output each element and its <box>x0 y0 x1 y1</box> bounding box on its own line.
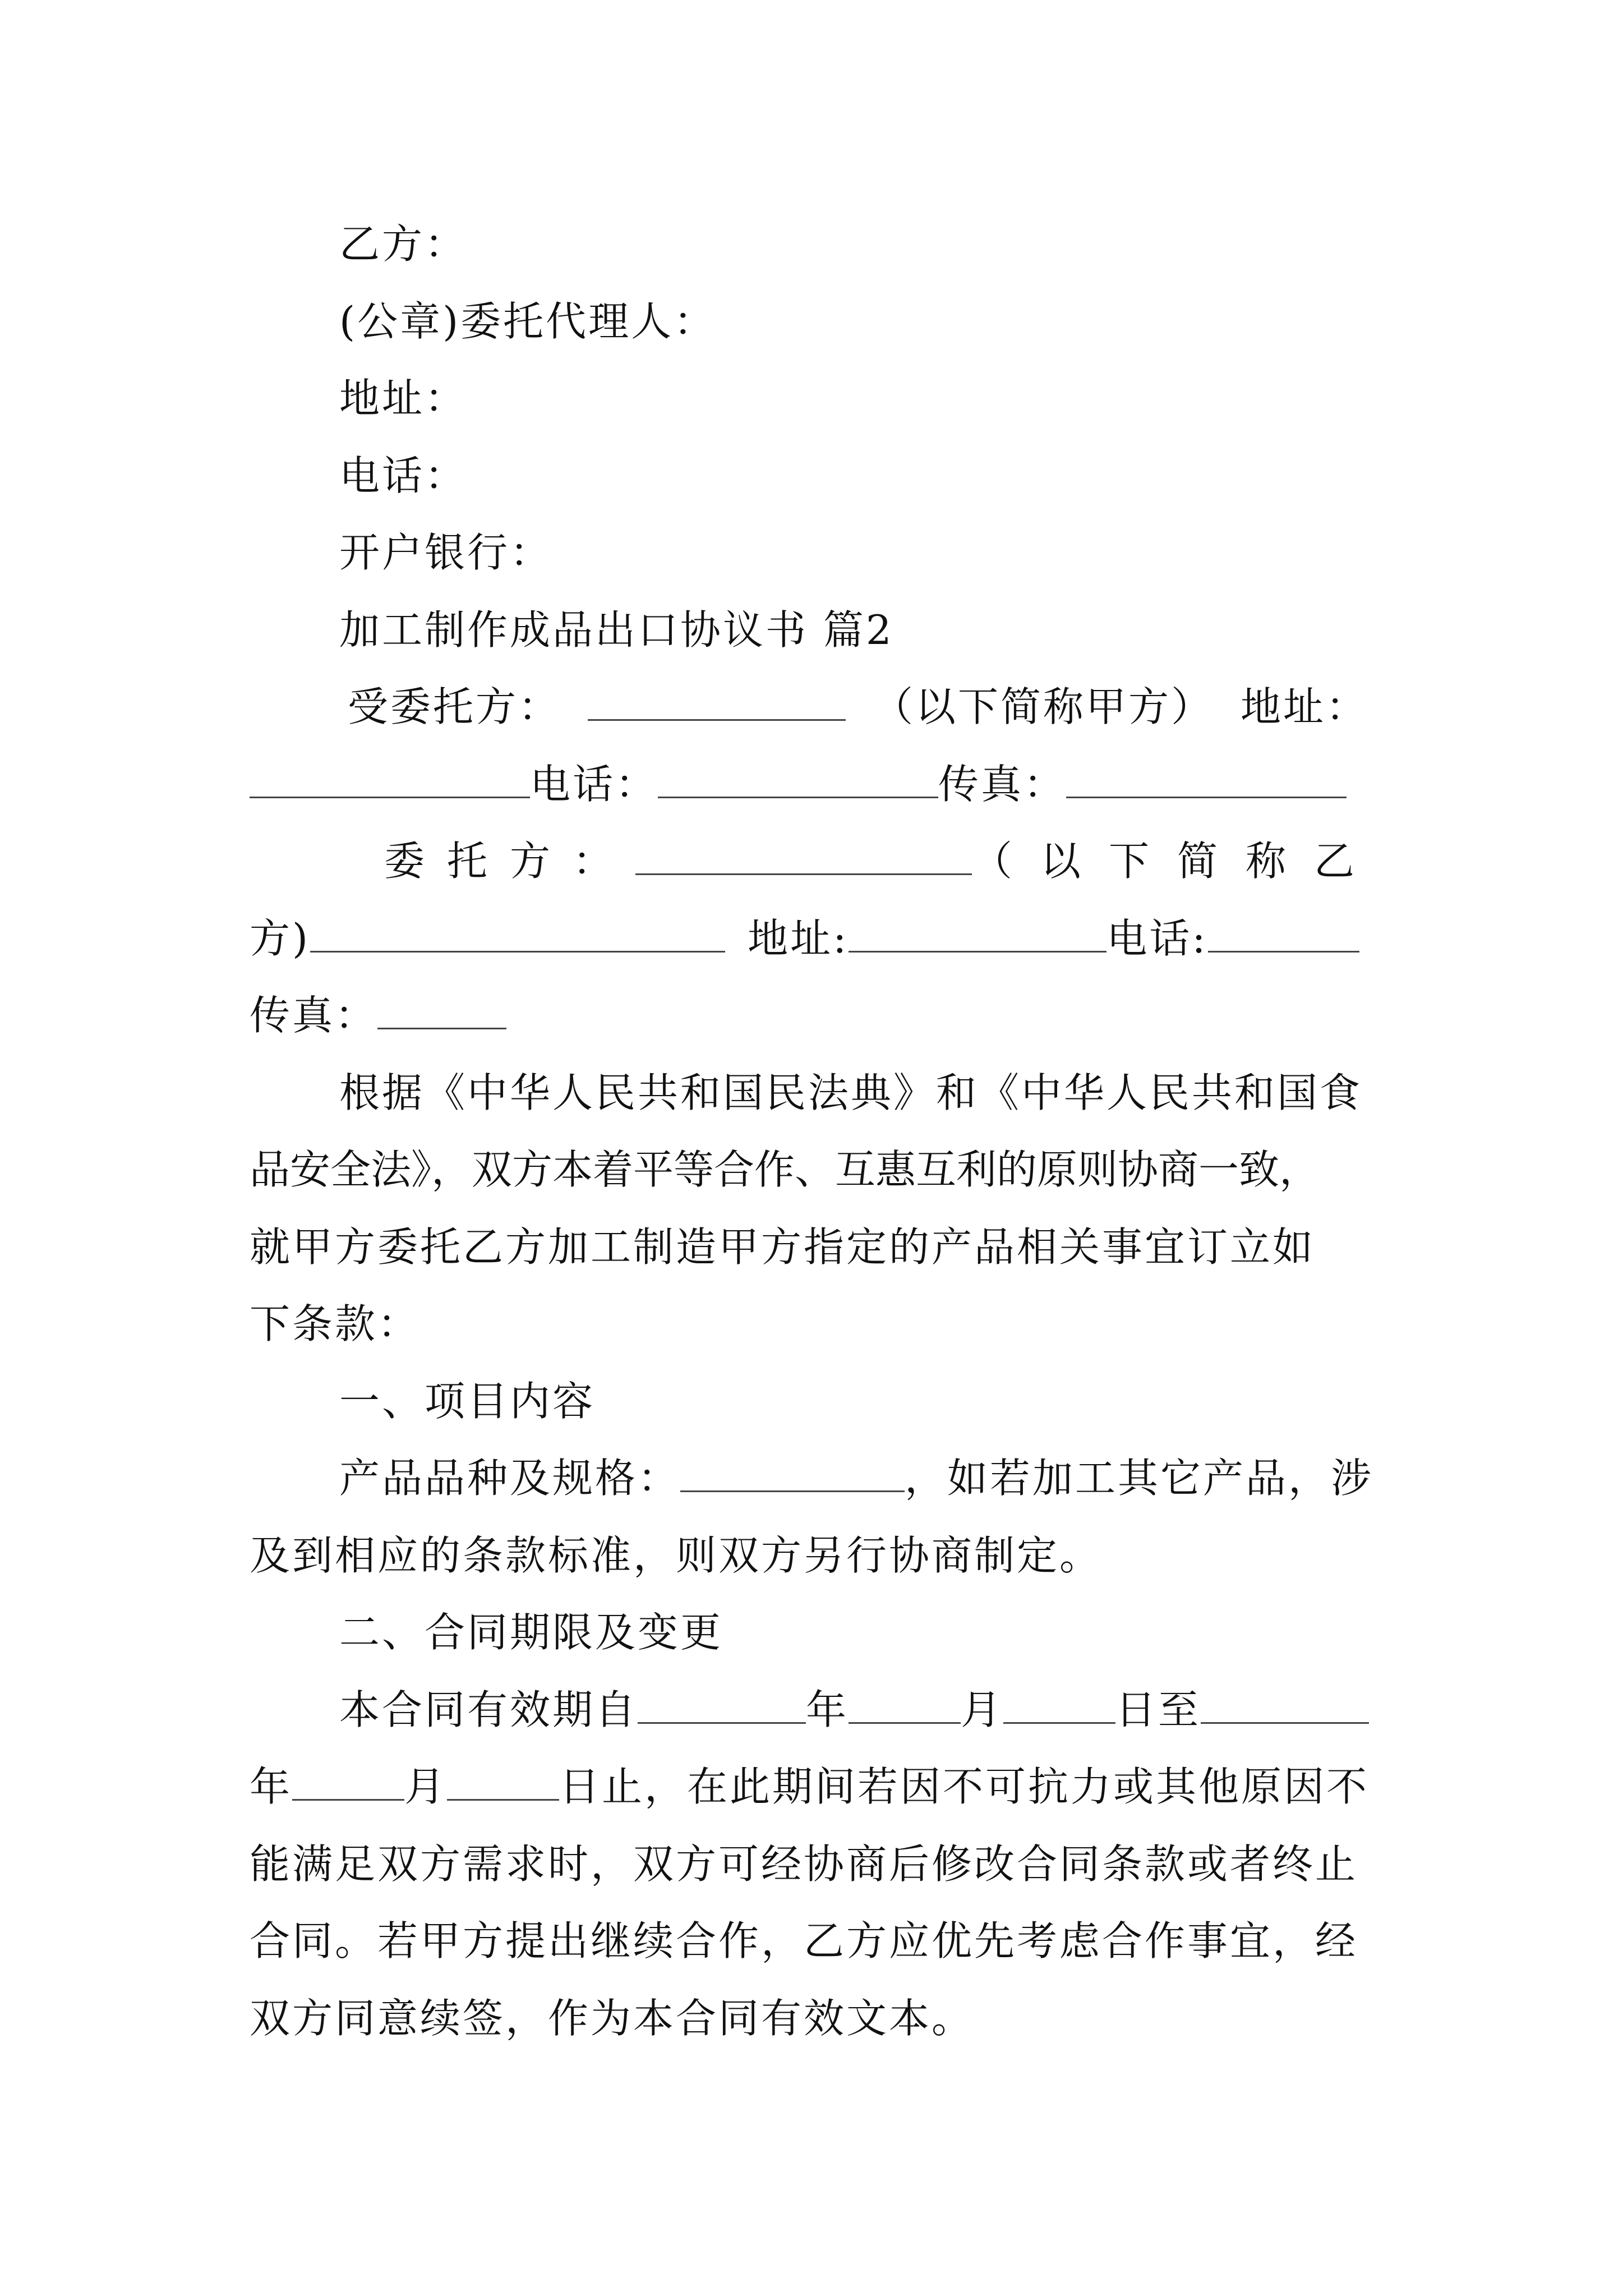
end-month-blank <box>292 1760 404 1801</box>
entrusting-note-end: 方) <box>250 915 311 962</box>
intro-line-4: 下条款： <box>250 1300 421 1347</box>
entrusting-phone-label: 电话: <box>1106 915 1208 962</box>
article1-heading: 一、项目内容 <box>339 1378 596 1425</box>
entrusted-party-note: （以下简称甲方） <box>872 683 1214 730</box>
entrusting-contact-line <box>250 910 1382 967</box>
intro-line-1: 根据《中华人民共和国民法典》和《中华人民共和国食 <box>339 1069 1363 1116</box>
entrusted-address-label: 地址： <box>1240 683 1368 730</box>
article2-line-5: 双方同意续签，作为本合同有效文本。 <box>250 1995 975 2042</box>
agent-label: (公章)委托代理人： <box>339 298 717 345</box>
article1-line-2: 及到相应的条款标准，则双方另行协商制定。 <box>250 1532 1103 1579</box>
entrusted-party-label: 受委托方： <box>348 683 561 730</box>
phone-label: 电话： <box>339 452 468 499</box>
entrusting-party-label: 委托方： <box>384 838 636 885</box>
article2-line-3: 能满足双方需求时，双方可经协商后修改合同条款或者终止 <box>250 1841 1358 1888</box>
article2-line-2 <box>250 1759 1382 1815</box>
address-label: 地址： <box>339 375 468 422</box>
entrusted-party-line <box>348 679 1368 735</box>
entrusting-phone-blank <box>1208 912 1359 953</box>
article2-line-1 <box>339 1682 1382 1738</box>
section-title: 加工制作成品出口协议书 篇2 <box>339 606 894 654</box>
product-spec-label: 产品品种及规格： <box>339 1455 681 1502</box>
bank-label: 开户银行： <box>339 529 553 576</box>
end-year-blank <box>1201 1683 1369 1724</box>
article2-heading: 二、合同期限及变更 <box>339 1609 723 1656</box>
end-month-label: 月 <box>404 1763 448 1810</box>
end-day-blank <box>447 1760 559 1801</box>
entrusted-address-blank <box>250 757 530 798</box>
start-month-label: 月 <box>961 1686 1004 1733</box>
start-month-blank <box>849 1683 961 1724</box>
validity-label: 本合同有效期自 <box>339 1686 638 1733</box>
article1-line-1 <box>339 1450 1382 1506</box>
entrusting-fax-blank <box>377 988 506 1029</box>
entrusting-address-label: 地址: <box>748 915 849 962</box>
entrusting-fax-label: 传真： <box>250 992 378 1039</box>
start-year-label: 年 <box>806 1686 849 1733</box>
article1-line1-rest: ，如若加工其它产品，涉 <box>905 1455 1374 1502</box>
entrusting-party-line <box>384 833 1382 889</box>
party-b-label: 乙方： <box>339 220 468 268</box>
end-year-label: 年 <box>250 1763 293 1810</box>
start-year-blank <box>638 1683 806 1724</box>
entrusted-phone-label: 电话： <box>530 761 658 808</box>
product-spec-blank <box>680 1451 905 1492</box>
entrusted-phone-blank <box>658 757 938 798</box>
entrusting-party-note: （以下简称乙 <box>971 838 1382 885</box>
entrusted-fax-blank <box>1066 757 1347 798</box>
entrusted-fax-label: 传真： <box>938 761 1067 808</box>
entrusting-party-blank <box>635 834 972 875</box>
entrusted-contact-line <box>250 756 1382 812</box>
entrusting-address-blank <box>849 912 1106 953</box>
start-day-to-label: 日至 <box>1115 1686 1201 1733</box>
intro-line-3: 就甲方委托乙方加工制造甲方指定的产品相关事宜订立如 <box>250 1223 1316 1271</box>
entrusted-party-blank <box>588 680 846 721</box>
start-day-blank <box>1003 1683 1115 1724</box>
entrusting-fax-line <box>250 987 1382 1043</box>
intro-line-2: 品安全法》，双方本着平等合作、互惠互利的原则协商一致， <box>250 1146 1320 1193</box>
article2-line-4: 合同。若甲方提出继续合作，乙方应优先考虑合作事宜，经 <box>250 1917 1358 1964</box>
end-day-label: 日止，在此期间若因不可抗力或其他原因不 <box>559 1763 1370 1810</box>
entrusting-note-blank <box>310 912 725 953</box>
